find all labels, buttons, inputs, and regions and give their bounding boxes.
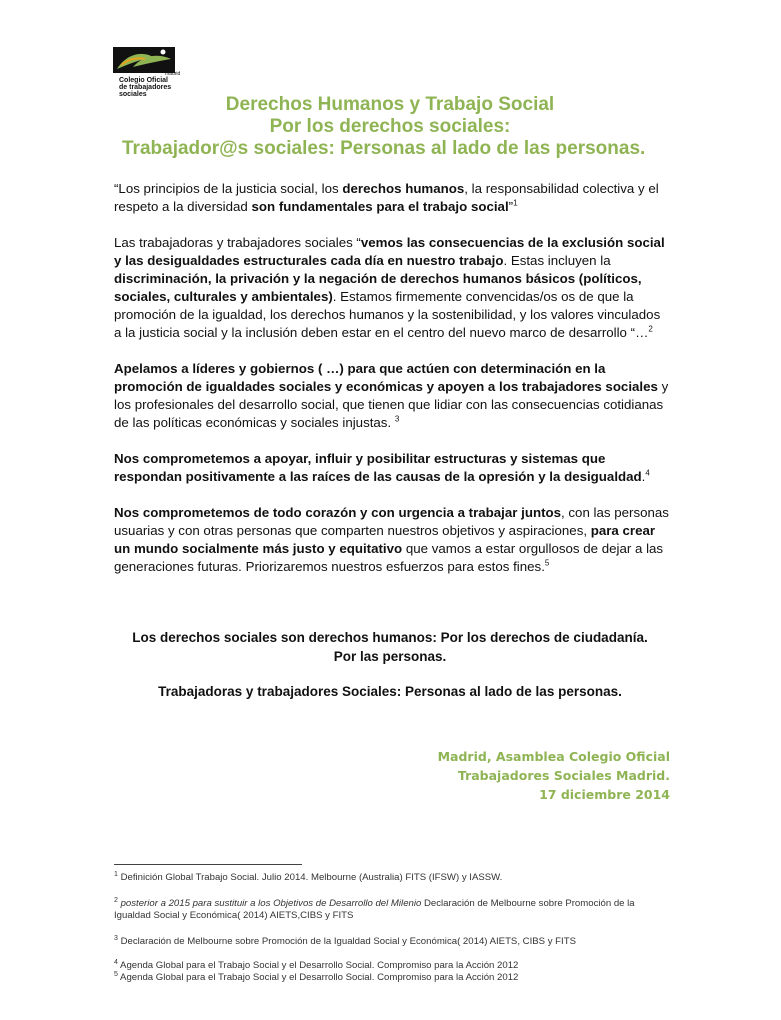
footnote-number: 5 [114, 970, 118, 978]
p2-text-e: . Estamos firmemente convencidas/os os de que la promoción de la igualdad, los derechos humanos y la sostenibilidad, y los valores vinculados a la justicia social y la inclusión deben estar en el centro del nuevo marco de desarrollo “… [114, 289, 661, 340]
logo-leaf-icon [113, 47, 175, 73]
footnote-3 [114, 936, 674, 948]
p1-text-e: ” [508, 199, 514, 214]
footnote-number: 1 [114, 870, 118, 878]
paragraph-1 [114, 180, 670, 216]
p1-text-d: son fundamentales para el trabajo social [251, 199, 509, 214]
footnote-divider [114, 864, 302, 865]
footnote-text: Agenda Global para el Trabajo Social y el Desarrollo Social. Compromiso para la Acción 2012 [117, 960, 519, 971]
footnote-text: Agenda Global para el Trabajo Social y el Desarrollo Social. Compromiso para la Acción 2012 [117, 972, 519, 983]
closing-line-1: Los derechos sociales son derechos humanos: Por los derechos de ciudadanía. [132, 630, 648, 645]
footnote-2 [114, 898, 674, 922]
footnote-ref-1[interactable]: 1 [513, 198, 518, 208]
p1-text-b: derechos humanos [342, 181, 465, 196]
logo-line-3: de trabajadores [119, 84, 172, 91]
footnote-text: Definición Global Trabajo Social. Julio 2014. Melbourne (Australia) FITS (IFSW) y IASSW. [117, 872, 503, 883]
p4-text-b: . [641, 469, 646, 484]
p5-text-d: que vamos a estar orgullosos de dejar a las generaciones futuras. Priorizaremos nuestros esfuerzos para estos fines. [114, 541, 664, 574]
title-line-3: Trabajador@s sociales: Personas al lado de las personas. [122, 138, 646, 159]
footnote-ref-4[interactable]: 4 [645, 468, 650, 478]
document-titles [110, 94, 670, 160]
footnote-ref-3[interactable]: 3 [394, 414, 400, 424]
footnote-italic-text: posterior a 2015 para sustituir a los Objetivos de Desarrollo del Milenio [117, 898, 422, 909]
closing-statement [110, 628, 670, 701]
p3-text-b: y los profesionales del desarrollo social, que tienen que lidiar con las consecuencias cotidianas de las políticas económicas y sociales injustas. [114, 379, 669, 430]
paragraph-2 [114, 234, 670, 342]
footnote-number: 3 [114, 934, 118, 942]
p3-text-a: Apelamos a líderes y gobiernos ( …) para que actúen con determinación en la promoción de igualdades sociales y económicas y apoyen a los trabajadores sociales [114, 361, 658, 394]
document-body [114, 180, 670, 594]
title-line-1: Derechos Humanos y Trabajo Social [225, 94, 555, 115]
footnote-number: 2 [114, 896, 118, 904]
footnote-4 [114, 960, 674, 972]
paragraph-3 [114, 360, 670, 432]
p2-text-b: vemos las consecuencias de la exclusión social y las desigualdades estructurales cada día en nuestro trabajo [114, 235, 665, 268]
closing-line-2: Por las personas. [333, 649, 447, 664]
paragraph-4 [114, 450, 670, 486]
p2-text-a: Las trabajadoras y trabajadores sociales “ [114, 235, 361, 250]
p4-text-a: Nos comprometemos a apoyar, influir y posibilitar estructuras y sistemas que respondan positivamente a las raíces de las causas de la opresión y la desigualdad [114, 451, 642, 484]
logo-line-2: Colegio Oficial [119, 77, 169, 84]
footnote-ref-2[interactable]: 2 [648, 324, 653, 334]
footnote-ref-5[interactable]: 5 [544, 558, 550, 568]
footnote-text: Declaración de Melbourne sobre Promoción de la Igualdad Social y Económica( 2014) AIETS,CIBS y FITS [114, 898, 635, 921]
logo-line-4: sociales [119, 91, 147, 98]
p5-text-b: , con las personas usuarias y con otras personas que comparten nuestros objetivos y aspiraciones, [114, 505, 669, 538]
organization-logo [113, 47, 183, 97]
p5-text-c: para crear un mundo socialmente más justo y equitativo [114, 523, 656, 556]
p1-text-c: , la responsabilidad colectiva y el respeto a la diversidad [114, 181, 659, 214]
signature-block [438, 747, 670, 804]
footnote-text: Declaración de Melbourne sobre Promoción de la Igualdad Social y Económica( 2014) AIETS, CIBS y FITS [117, 936, 576, 947]
closing-line-3: Trabajadoras y trabajadores Sociales: Personas al lado de las personas. [158, 684, 622, 699]
signature-line-2: Trabajadores Sociales Madrid. [457, 768, 670, 783]
p2-text-c: . Estas incluyen la [503, 253, 611, 268]
paragraph-5 [114, 504, 670, 576]
signature-line-1: Madrid, Asamblea Colegio Oficial [437, 749, 670, 764]
footnote-number: 4 [114, 958, 118, 966]
title-line-2: Por los derechos sociales: [269, 116, 511, 137]
footnotes [114, 872, 674, 984]
footnote-5 [114, 972, 674, 984]
p1-text-a: “Los principios de la justicia social, los [114, 181, 343, 196]
logo-line-1: madrid [165, 71, 181, 77]
signature-date: 17 diciembre 2014 [539, 787, 670, 802]
p5-text-a: Nos comprometemos de todo corazón y con urgencia a trabajar juntos [114, 505, 562, 520]
p2-text-d: discriminación, la privación y la negación de derechos humanos básicos (políticos, sociales, culturales y ambientales) [114, 271, 642, 304]
footnote-1 [114, 872, 674, 884]
